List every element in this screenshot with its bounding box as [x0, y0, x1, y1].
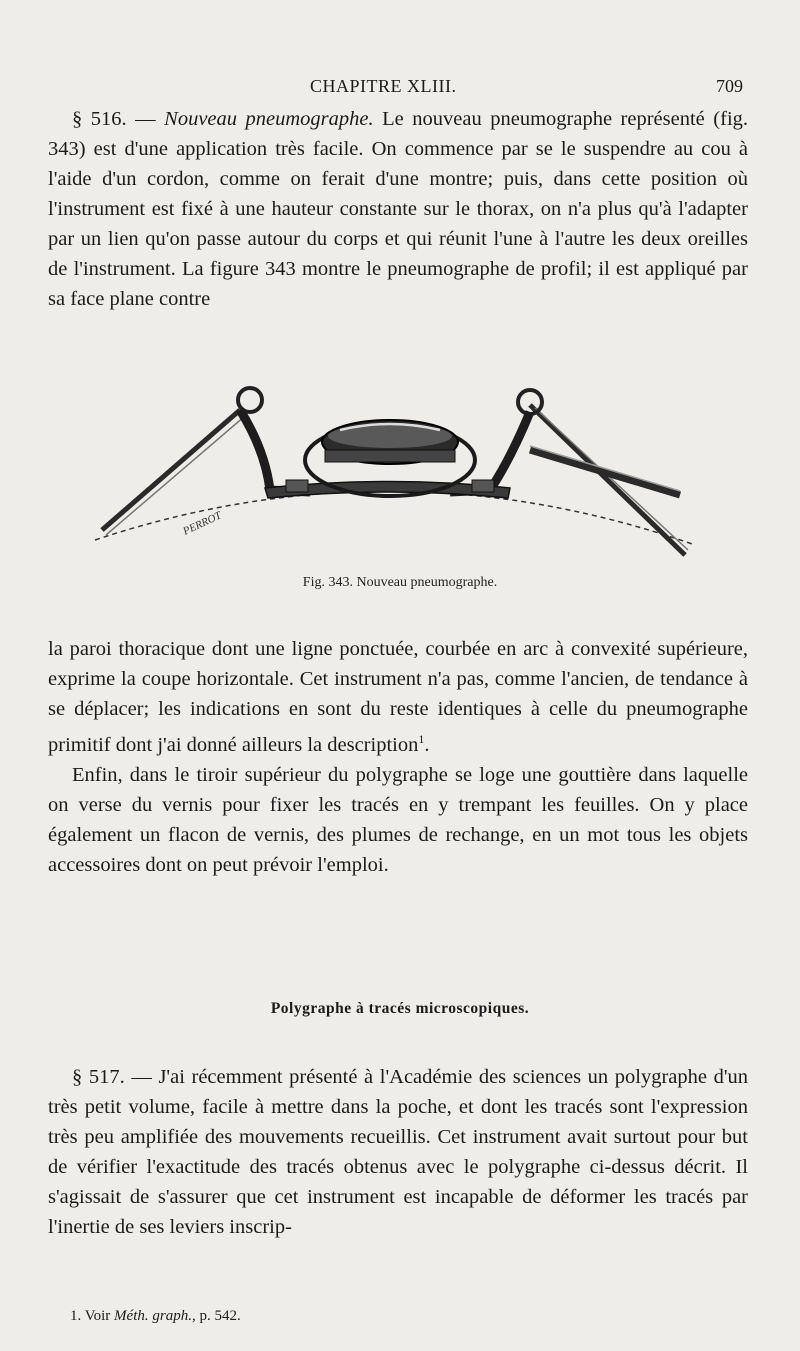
page-number: 709: [716, 76, 743, 96]
footnote-work: Méth. graph.: [114, 1308, 192, 1324]
paragraph-517-body: J'ai récemment présenté à l'Académie des sciences un polygraphe d'un très petit volume, facile à mettre dans la poche, et dont les tracés sont l'expression très peu amplifiée des mouvements recueillis. Cet instrument avait surtout pour but de vérifier l'exactitude des tracés obtenus avec le polygraphe ci-dessus décrit. Il s'agissait de s'assurer que cet instrument est incapable de déformer les tracés par l'inertie de ses leviers inscrip-: [48, 1066, 749, 1238]
paragraph-enfin: Enfin, dans le tiroir supérieur du polygraphe se loge une gouttière dans laquelle on verse du vernis pour fixer les tracés en y trempant les feuilles. On y place également un flacon de vernis, des plumes de rechange, en un mot tous les objets accessoires dont on peut prévoir l'emploi.: [48, 763, 748, 876]
footnote: [70, 1308, 241, 1325]
running-header: [48, 76, 743, 100]
footnote-suffix: , p. 542.: [191, 1308, 241, 1324]
section-marker-517: § 517. —: [72, 1066, 152, 1088]
paragraph-516-cont-body: la paroi thoracique dont une ligne ponctuée, courbée en arc à convexité supérieure, exprime la coupe horizontale. Cet instrument n'a pas, comme l'ancien, de tendance à se déplacer; les indications en sont du reste identiques à celle du pneumographe primitif dont j'ai donné ailleurs la description: [48, 638, 748, 756]
paragraph-516-title: Nouveau pneumographe.: [164, 108, 374, 130]
paragraph-516-body: Le nouveau pneumographe représenté (fig. 343) est d'une application très facile. On commence par se le suspendre au cou à l'aide d'un cordon, comme on ferait d'une montre; puis, dans cette position où l'instrument est fixé à une hauteur constante sur le thorax, on n'a plus qu'à l'adapter par un lien qu'on passe autour du corps et qui réunit l'une à l'autre les deux oreilles de l'instrument. La figure 343 montre le pneumographe de profil; il est appliqué par sa face plane contre: [48, 108, 749, 310]
footnote-prefix: Voir: [84, 1308, 111, 1324]
paragraph-516-cont-end: .: [424, 733, 430, 756]
pneumograph-illustration: [90, 380, 700, 580]
paragraph-516: [48, 104, 748, 314]
section-heading: Polygraphe à tracés microscopiques.: [270, 1000, 530, 1017]
footnote-number: 1.: [70, 1308, 82, 1324]
figure-caption-label: Fig. 343.: [302, 575, 353, 590]
section-marker-516: § 516. —: [72, 108, 156, 130]
figure-caption: [0, 575, 800, 591]
paragraph-516-continued: [48, 634, 748, 880]
footnote-reference: 1: [418, 732, 425, 746]
engraver-signature: PERROT: [181, 509, 224, 538]
chapter-title: CHAPITRE XLIII.: [310, 76, 457, 96]
figure-caption-text: Nouveau pneumographe.: [356, 575, 498, 590]
paragraph-517: [48, 1062, 748, 1242]
